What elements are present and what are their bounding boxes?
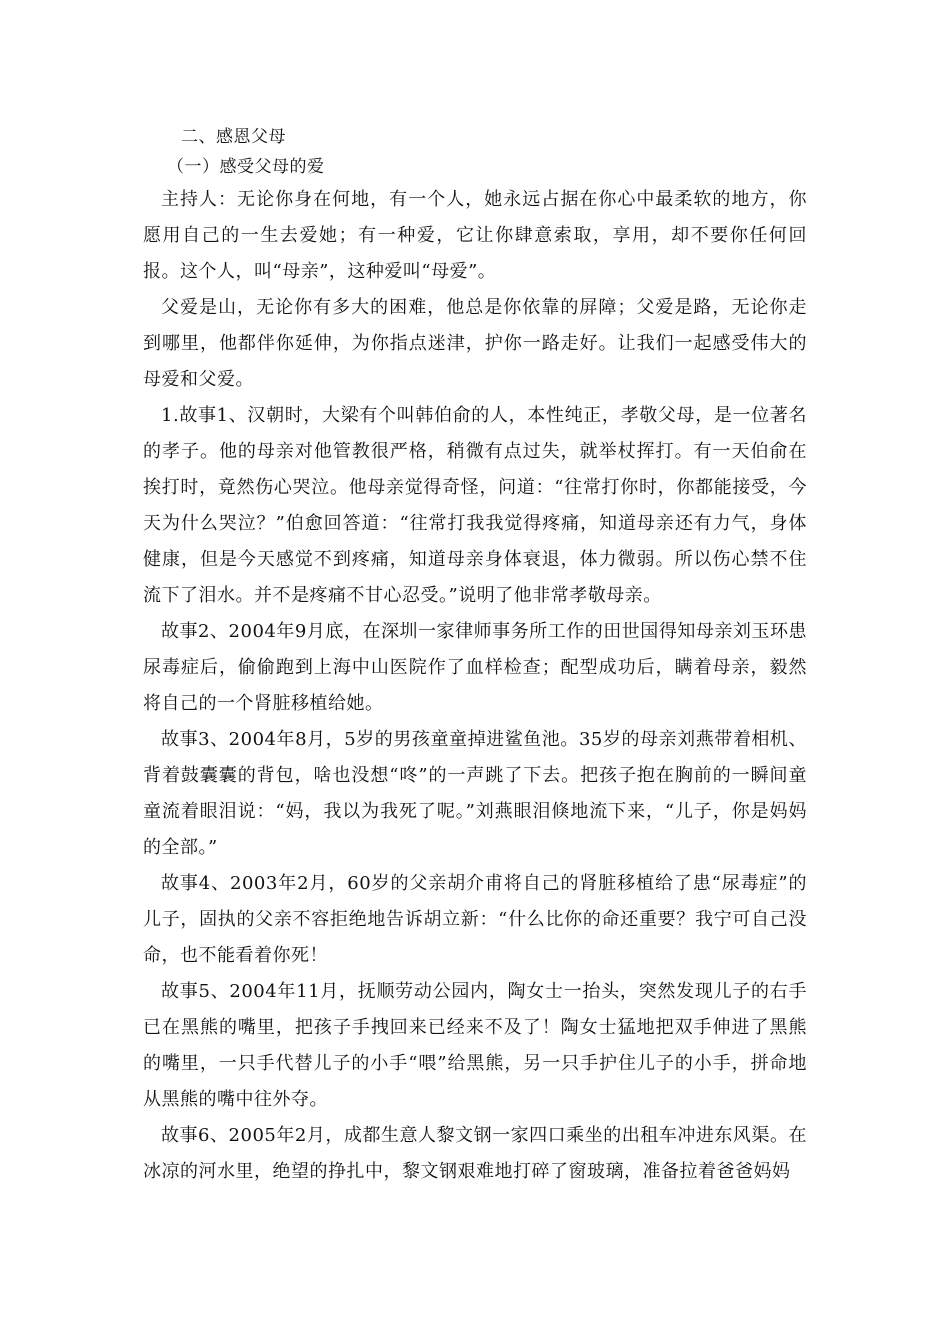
- paragraph-father-love: 父爱是山，无论你有多大的困难，他总是你依靠的屏障；父爱是路，无论你走到哪里，他都伴你延伸，为你指点迷津，护你一路走好。让我们一起感受伟大的母爱和父爱。: [143, 297, 807, 390]
- paragraph-story-2: 故事2、2004年9月底，在深圳一家律师事务所工作的田世国得知母亲刘玉环患尿毒症后，偷偷跑到上海中山医院作了血样检查；配型成功后，瞒着母亲，毅然将自己的一个肾脏移植给她。: [143, 621, 807, 714]
- document-body: [143, 122, 807, 1190]
- subsection-title: （一）感受父母的爱: [167, 157, 325, 177]
- paragraph-story-5: 故事5、2004年11月，抚顺劳动公园内，陶女士一抬头，突然发现儿子的右手已在黑熊的嘴里，把孩子手拽回来已经来不及了！陶女士猛地把双手伸进了黑熊的嘴里，一只手代替儿子的小手“喂”给黑熊，另一只手护住儿子的小手，拼命地从黑熊的嘴中往外夺。: [143, 981, 807, 1110]
- paragraph-story-1: 1.故事1、汉朝时，大梁有个叫韩伯俞的人，本性纯正，孝敬父母，是一位著名的孝子。他的母亲对他管教很严格，稍微有点过失，就举杖挥打。有一天伯俞在挨打时，竟然伤心哭泣。他母亲觉得奇怪，问道：“往常打你时，你都能接受，今天为什么哭泣？”伯愈回答道：“往常打我我觉得疼痛，知道母亲还有力气，身体健康，但是今天感觉不到疼痛，知道母亲身体衰退，体力微弱。所以伤心禁不住流下了泪水。并不是疼痛不甘心忍受。”说明了他非常孝敬母亲。: [143, 405, 807, 606]
- paragraph-story-3: 故事3、2004年8月，5岁的男孩童童掉进鲨鱼池。35岁的母亲刘燕带着相机、背着鼓囊囊的背包，啥也没想“咚”的一声跳了下去。把孩子抱在胸前的一瞬间童童流着眼泪说：“妈，我以为我死了呢。”刘燕眼泪倏地流下来，“儿子，你是妈妈的全部。”: [143, 729, 807, 858]
- paragraph-story-4: 故事4、2003年2月，60岁的父亲胡介甫将自己的肾脏移植给了患“尿毒症”的儿子，固执的父亲不容拒绝地告诉胡立新：“什么比你的命还重要？我宁可自己没命，也不能看着你死！: [143, 873, 807, 966]
- paragraph-story-6: 故事6、2005年2月，成都生意人黎文钢一家四口乘坐的出租车冲进东风渠。在冰凉的河水里，绝望的挣扎中，黎文钢艰难地打碎了窗玻璃，准备拉着爸爸妈妈: [143, 1125, 807, 1182]
- paragraph-host-intro: 主持人：无论你身在何地，有一个人，她永远占据在你心中最柔软的地方，你愿用自己的一生去爱她；有一种爱，它让你肆意索取，享用，却不要你任何回报。这个人，叫“母亲”，这种爱叫“母爱”。: [143, 189, 807, 282]
- section-title: 二、感恩父母: [181, 127, 286, 147]
